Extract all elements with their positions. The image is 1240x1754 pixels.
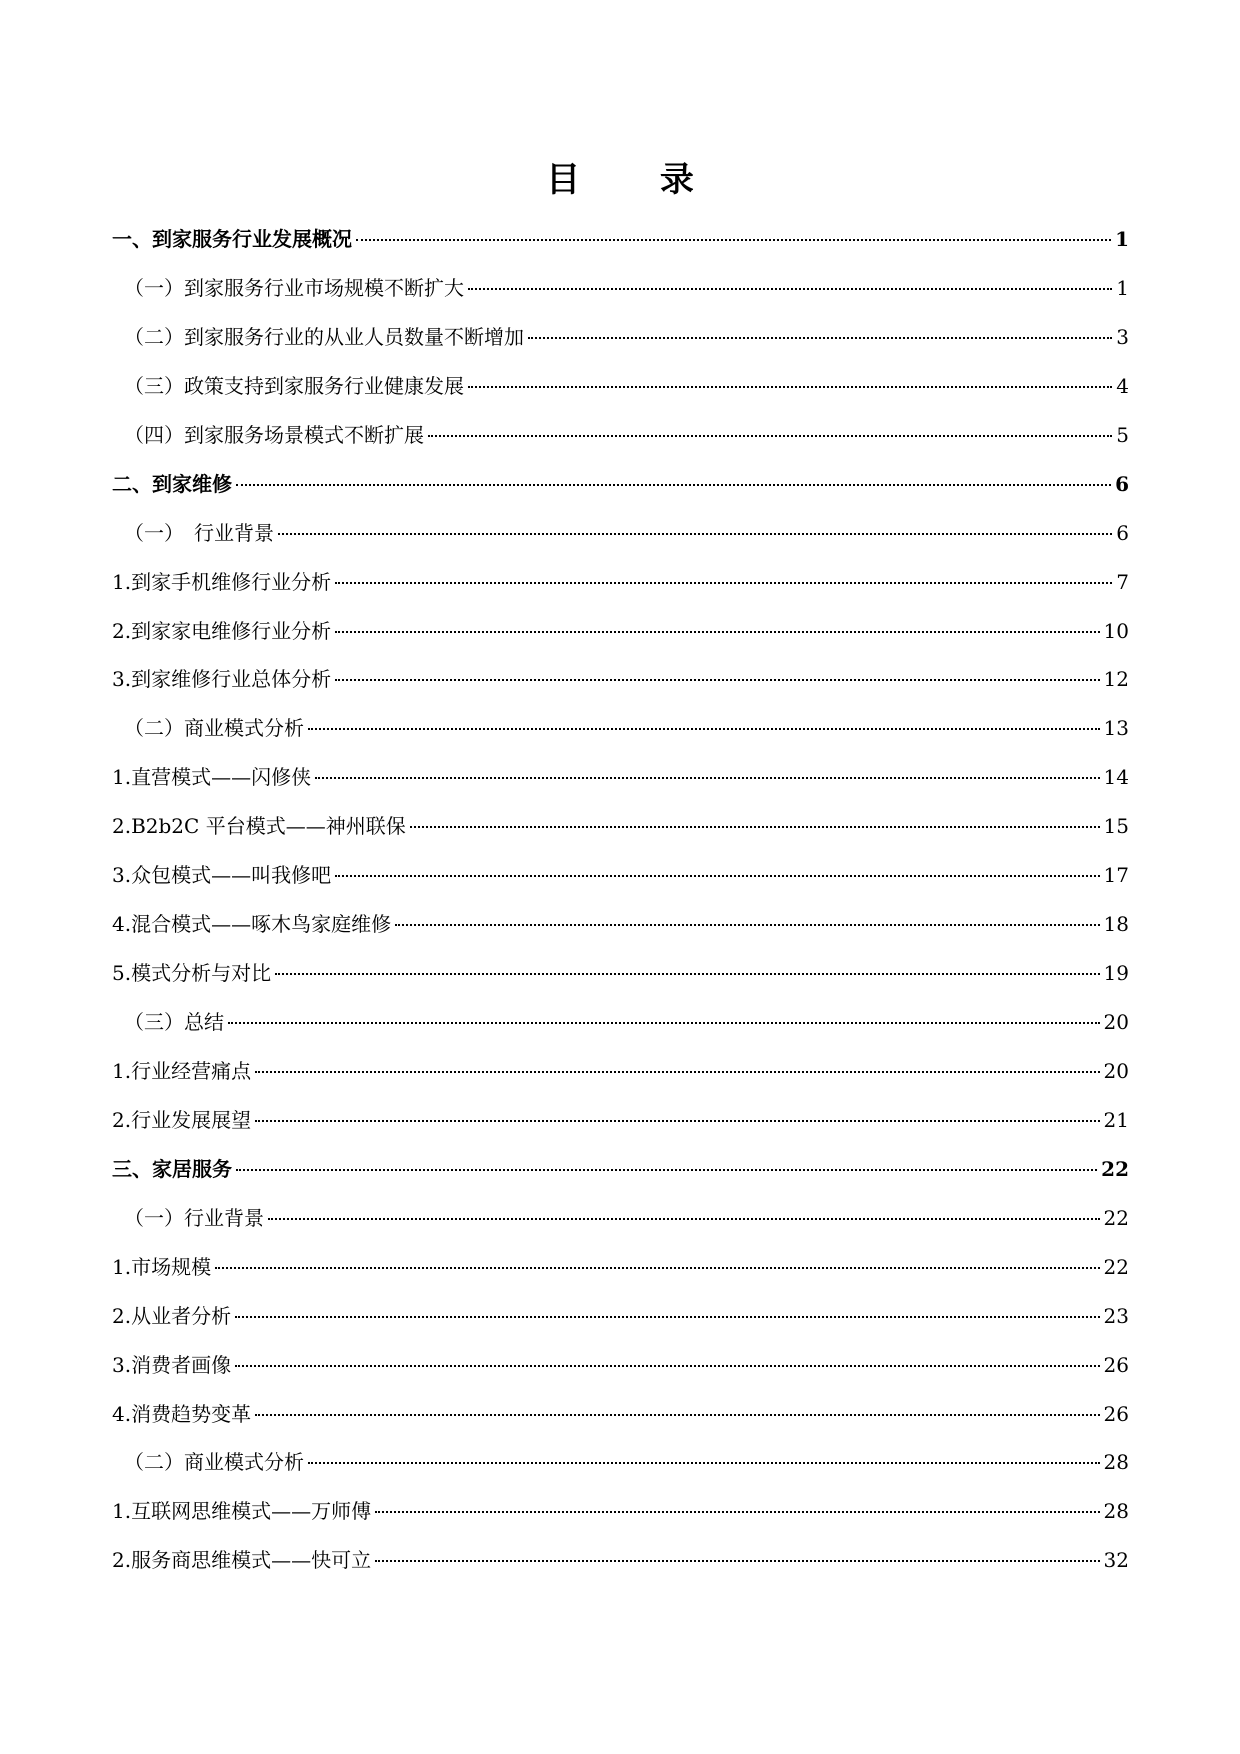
- toc-entry-title: 1.市场规模: [112, 1254, 212, 1279]
- toc-page-number: 13: [1103, 716, 1129, 741]
- toc-entry[interactable]: [112, 802, 1129, 851]
- toc-entry[interactable]: [112, 509, 1129, 558]
- toc-entry-title: 2.到家家电维修行业分析: [112, 618, 332, 643]
- toc-page-number: 1: [1115, 227, 1129, 251]
- toc-entry-title: 一、到家服务行业发展概况: [112, 227, 352, 251]
- toc-entry[interactable]: [112, 362, 1129, 411]
- toc-dot-leader: [236, 1169, 1097, 1171]
- toc-entry-title: 二、到家维修: [112, 471, 232, 496]
- toc-entry-title: 2.服务商思维模式——快可立: [112, 1548, 372, 1573]
- toc-dot-leader: [308, 728, 1100, 730]
- toc-entry[interactable]: [112, 655, 1129, 704]
- toc-page-number: 32: [1103, 1548, 1129, 1573]
- toc-page-number: 18: [1103, 912, 1129, 937]
- toc-dot-leader: [255, 1120, 1099, 1122]
- toc-dot-leader: [235, 1365, 1099, 1367]
- toc-page-number: 14: [1103, 765, 1129, 790]
- toc-entry-title: （四）到家服务场景模式不断扩展: [124, 422, 424, 447]
- toc-entry[interactable]: [112, 1194, 1129, 1243]
- toc-page-number: 17: [1103, 863, 1129, 888]
- toc-dot-leader: [335, 631, 1099, 633]
- toc-dot-leader: [335, 679, 1099, 681]
- toc-page-number: 21: [1103, 1107, 1129, 1132]
- toc-dot-leader: [356, 239, 1111, 241]
- toc-entry[interactable]: [112, 558, 1129, 607]
- toc-page-number: 23: [1103, 1303, 1129, 1328]
- toc-page-number: 15: [1103, 814, 1129, 839]
- toc-entry-title: 3.众包模式——叫我修吧: [112, 863, 332, 888]
- toc-entry[interactable]: [112, 1292, 1129, 1341]
- toc-dot-leader: [375, 1511, 1099, 1513]
- toc-entry[interactable]: [112, 460, 1129, 509]
- toc-dot-leader: [428, 435, 1112, 437]
- toc-page-number: 6: [1116, 520, 1129, 545]
- toc-entry-title: 1.互联网思维模式——万师傅: [112, 1499, 372, 1524]
- toc-entry-title: 4.消费趋势变革: [112, 1401, 252, 1426]
- toc-entry-title: 3.消费者画像: [112, 1352, 232, 1377]
- toc-entry[interactable]: [112, 1390, 1129, 1439]
- toc-page-number: 5: [1116, 422, 1129, 447]
- toc-entry[interactable]: [112, 1341, 1129, 1390]
- toc-entry[interactable]: [112, 215, 1129, 264]
- toc-entry[interactable]: [112, 1047, 1129, 1096]
- toc-entry-title: （三）总结: [124, 1010, 224, 1034]
- toc-entry-title: 2.行业发展展望: [112, 1107, 252, 1132]
- toc-dot-leader: [215, 1267, 1099, 1269]
- toc-entry[interactable]: [112, 851, 1129, 900]
- toc-entry-title: 5.模式分析与对比: [112, 961, 272, 986]
- toc-entry[interactable]: [112, 607, 1129, 656]
- toc-entry[interactable]: [112, 1243, 1129, 1292]
- toc-entry[interactable]: [112, 1145, 1129, 1194]
- toc-page-number: 10: [1103, 618, 1129, 643]
- toc-page-number: 1: [1116, 275, 1129, 300]
- toc-dot-leader: [468, 386, 1112, 388]
- toc-page-number: 22: [1103, 1205, 1129, 1230]
- toc-dot-leader: [308, 1462, 1100, 1464]
- toc-entry[interactable]: [112, 949, 1129, 998]
- toc-entry[interactable]: [112, 1438, 1129, 1487]
- page-title: 目 录: [546, 160, 728, 200]
- toc-entry[interactable]: [112, 1096, 1129, 1145]
- toc-dot-leader: [255, 1071, 1099, 1073]
- toc-dot-leader: [236, 484, 1111, 486]
- toc-page-number: 3: [1116, 324, 1129, 349]
- toc-page-number: 19: [1103, 961, 1129, 986]
- toc-dot-leader: [528, 337, 1112, 339]
- toc-dot-leader: [375, 1560, 1099, 1562]
- toc-entry[interactable]: [112, 704, 1129, 753]
- toc-entry-title: 4.混合模式——啄木鸟家庭维修: [112, 912, 392, 937]
- toc-page-number: 4: [1116, 373, 1129, 398]
- toc-entry-title: （一）行业背景: [124, 1205, 264, 1230]
- toc-dot-leader: [315, 777, 1099, 779]
- toc-entry-title: （三）政策支持到家服务行业健康发展: [124, 373, 464, 398]
- toc-dot-leader: [395, 924, 1099, 926]
- toc-page-number: 26: [1103, 1352, 1129, 1377]
- toc-entry-title: 2.从业者分析: [112, 1303, 232, 1328]
- toc-entry-title: 1.直营模式——闪修侠: [112, 765, 312, 790]
- toc-page-number: 26: [1103, 1401, 1129, 1426]
- toc-entry-title: （一）到家服务行业市场规模不断扩大: [124, 275, 464, 300]
- toc-dot-leader: [235, 1316, 1099, 1318]
- toc-dot-leader: [410, 826, 1100, 828]
- toc-entry-title: 2.B2b2C 平台模式——神州联保: [112, 814, 406, 839]
- toc-dot-leader: [228, 1022, 1100, 1024]
- toc-dot-leader: [268, 1218, 1100, 1220]
- toc-page-number: 6: [1115, 471, 1129, 496]
- toc-dot-leader: [275, 973, 1099, 975]
- toc-page-number: 22: [1101, 1156, 1129, 1181]
- toc-page-number: 20: [1103, 1058, 1129, 1083]
- toc-dot-leader: [468, 288, 1112, 290]
- toc-entry[interactable]: [112, 1487, 1129, 1536]
- toc-entry-title: （二）商业模式分析: [124, 716, 304, 741]
- toc-entry[interactable]: [112, 411, 1129, 460]
- toc-entry-title: （一） 行业背景: [124, 520, 274, 545]
- toc-entry[interactable]: [112, 998, 1129, 1047]
- toc-dot-leader: [335, 875, 1099, 877]
- toc-entry[interactable]: [112, 264, 1129, 313]
- toc-page-number: 22: [1103, 1254, 1129, 1279]
- toc-entry[interactable]: [112, 900, 1129, 949]
- toc-entry-title: 1.到家手机维修行业分析: [112, 569, 332, 594]
- toc-entry-title: （二）到家服务行业的从业人员数量不断增加: [124, 324, 524, 349]
- toc-entry-title: 1.行业经营痛点: [112, 1058, 252, 1083]
- table-of-contents: [112, 215, 1129, 1585]
- toc-dot-leader: [255, 1414, 1099, 1416]
- toc-page-number: 28: [1103, 1450, 1129, 1475]
- toc-dot-leader: [335, 582, 1112, 584]
- toc-entry[interactable]: [112, 313, 1129, 362]
- toc-page-number: 28: [1103, 1499, 1129, 1524]
- toc-page-number: 12: [1103, 667, 1129, 692]
- toc-entry[interactable]: [112, 753, 1129, 802]
- toc-entry-title: 三、家居服务: [112, 1156, 232, 1181]
- toc-page-number: 7: [1116, 569, 1129, 594]
- toc-page-number: 20: [1103, 1010, 1129, 1034]
- toc-dot-leader: [278, 533, 1112, 535]
- toc-entry-title: （二）商业模式分析: [124, 1450, 304, 1475]
- toc-entry[interactable]: [112, 1536, 1129, 1585]
- toc-entry-title: 3.到家维修行业总体分析: [112, 667, 332, 692]
